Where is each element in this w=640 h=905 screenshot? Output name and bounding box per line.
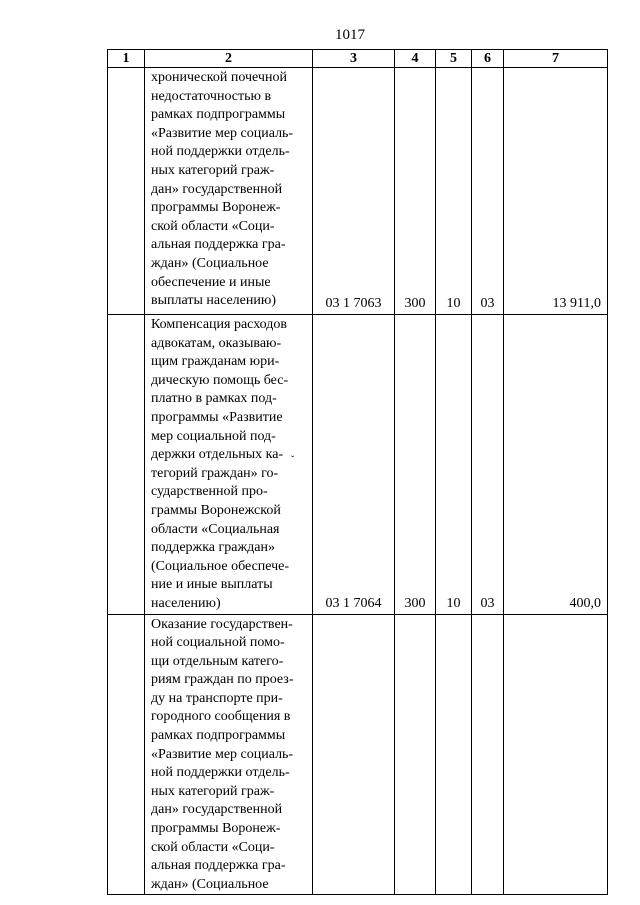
- description-cell: [145, 614, 313, 895]
- table-row: [108, 68, 608, 315]
- description-line: ждан» (Социальное: [151, 876, 269, 892]
- description-line: (Социальное обеспече-: [151, 558, 290, 574]
- description-line: держки отдельных ка-: [151, 447, 284, 463]
- column-6-cell: 03: [472, 315, 504, 615]
- description-line: дическую помощь бес-: [151, 372, 289, 388]
- description-line: ных категорий граж-: [151, 162, 275, 178]
- description-line: платно в рамках под-: [151, 391, 277, 407]
- description-line: щим гражданам юри-: [151, 354, 280, 370]
- description-line: ской области «Соци-: [151, 218, 275, 234]
- description-line: сударственной про-: [151, 484, 268, 500]
- amount-cell: 400,0: [504, 315, 608, 615]
- description-line: «Развитие мер социаль-: [151, 125, 294, 141]
- column-header-4: 4: [395, 50, 436, 68]
- column-6-cell: 03: [472, 68, 504, 315]
- description-line: программы «Развитие: [151, 409, 283, 425]
- description-line: области «Социальная: [151, 521, 280, 537]
- code-cell: 03 1 7063: [313, 68, 395, 315]
- description-line: граммы Воронежской: [151, 502, 281, 518]
- description-line: ждан» (Социальное: [151, 255, 269, 271]
- table-row: [108, 614, 608, 895]
- column-header-2: 2: [145, 50, 313, 68]
- description-cell: [145, 68, 313, 315]
- description-line: дан» государственной: [151, 181, 283, 197]
- code-cell: 03 1 7064: [313, 315, 395, 615]
- description-line: населению): [151, 595, 221, 611]
- description-line: ных категорий граж-: [151, 783, 275, 799]
- page-number: 1017: [335, 27, 365, 43]
- description-line: мер социальной под-: [151, 428, 276, 444]
- description-line: программы Воронеж-: [151, 200, 281, 216]
- description-line: недостаточностью в: [151, 88, 272, 104]
- column-5-cell: 10: [436, 68, 472, 315]
- column-header-6: 6: [472, 50, 504, 68]
- description-line: хронической почечной: [151, 70, 287, 85]
- description-line: обеспечение и иные: [151, 274, 271, 290]
- description-line: альная поддержка гра-: [151, 237, 286, 253]
- description-line: поддержка граждан»: [151, 540, 275, 556]
- row-index-cell: [108, 315, 145, 615]
- description-line: адвокатам, оказываю-: [151, 335, 282, 351]
- description-line: Компенсация расходов: [151, 317, 287, 332]
- description-line: выплаты населению): [151, 293, 276, 309]
- description-cell: [145, 315, 313, 615]
- description-line: ние и иные выплаты: [151, 577, 273, 593]
- amount-cell: 13 911,0: [504, 68, 608, 315]
- column-4-cell: [395, 614, 436, 895]
- column-4-cell: 300: [395, 315, 436, 615]
- description-line: ной поддержки отдель-: [151, 765, 290, 781]
- column-header-5: 5: [436, 50, 472, 68]
- description-line: городного сообщения в: [151, 709, 291, 725]
- description-line: тегорий граждан» го-: [151, 465, 279, 481]
- description-line: ду на транспорте при-: [151, 690, 283, 706]
- table-row: [108, 315, 608, 615]
- description-line: альная поддержка гра-: [151, 858, 286, 874]
- row-index-cell: [108, 68, 145, 315]
- description-line: программы Воронеж-: [151, 821, 281, 837]
- column-header-3: 3: [313, 50, 395, 68]
- description-line: щи отдельным катего-: [151, 653, 284, 669]
- description-line: Оказание государствен-: [151, 616, 293, 632]
- column-5-cell: [436, 614, 472, 895]
- description-line: рамках подпрограммы: [151, 728, 286, 744]
- column-5-cell: 10: [436, 315, 472, 615]
- column-header-1: 1: [108, 50, 145, 68]
- column-6-cell: [472, 614, 504, 895]
- description-line: дан» государственной: [151, 802, 283, 818]
- budget-table: [107, 49, 608, 895]
- description-line: ной поддержки отдель-: [151, 144, 290, 160]
- description-line: ной социальной помо-: [151, 635, 285, 651]
- code-cell: [313, 614, 395, 895]
- amount-cell: [504, 614, 608, 895]
- header-row: [108, 50, 608, 68]
- row-index-cell: [108, 614, 145, 895]
- description-line: риям граждан по проез-: [151, 672, 294, 688]
- column-header-7: 7: [504, 50, 608, 68]
- column-4-cell: 300: [395, 68, 436, 315]
- description-line: рамках подпрограммы: [151, 107, 286, 123]
- description-line: ской области «Соци-: [151, 839, 275, 855]
- description-line: «Развитие мер социаль-: [151, 746, 294, 762]
- scan-speck: ˇ: [291, 455, 295, 466]
